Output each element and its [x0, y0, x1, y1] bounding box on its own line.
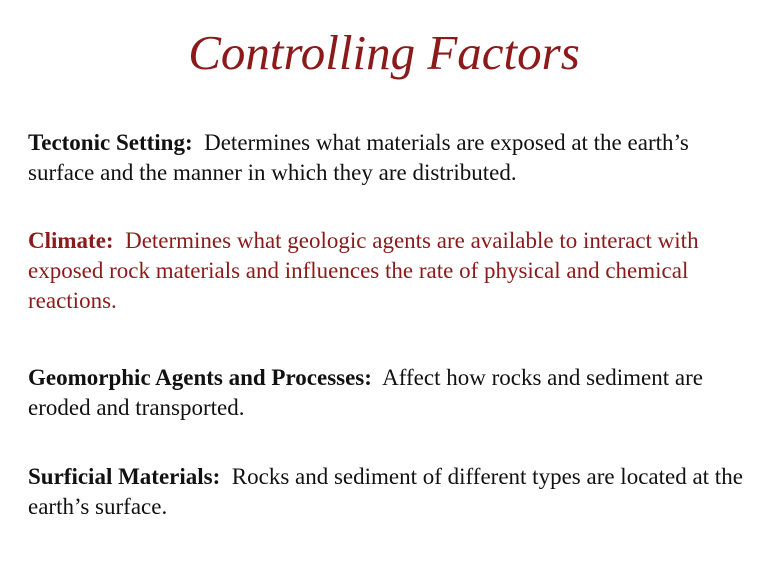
term-climate: Climate: [28, 228, 114, 253]
description-surficial-materials: Rocks and sediment of different types are located at the earth’s surface. [28, 464, 743, 519]
slide-title: Controlling Factors [188, 25, 580, 80]
description-climate: Determines what geologic agents are available to interact with exposed rock materials and influences the rate of physical and chemical reactions. [28, 228, 699, 313]
paragraph-climate [28, 226, 748, 316]
term-tectonic-setting: Tectonic Setting: [28, 130, 193, 155]
description-tectonic-setting: Determines what materials are exposed at the earth’s surface and the manner in which they are distributed. [28, 130, 689, 185]
term-surficial-materials: Surficial Materials: [28, 464, 221, 489]
term-geomorphic-agents: Geomorphic Agents and Processes: [28, 365, 372, 390]
paragraph-surficial-materials [28, 462, 748, 522]
description-geomorphic-agents: Affect how rocks and sediment are eroded and transported. [28, 365, 703, 420]
paragraph-tectonic-setting [28, 128, 748, 188]
paragraph-geomorphic-agents [28, 363, 748, 423]
